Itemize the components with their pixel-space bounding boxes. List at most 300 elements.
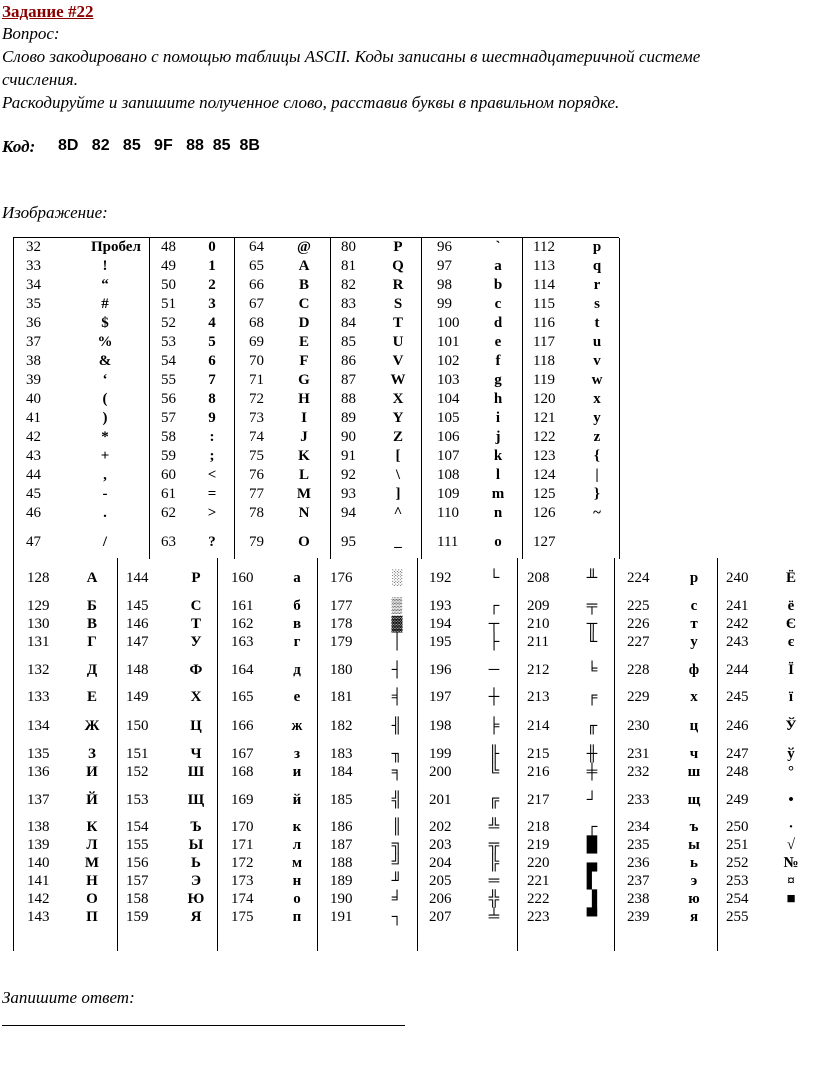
code-char: Ь	[191, 855, 201, 871]
code-number: 181	[330, 689, 353, 705]
code-char: k	[493, 448, 503, 464]
code-number: 110	[437, 505, 459, 521]
code-number: 187	[330, 837, 353, 853]
code-number: 175	[231, 909, 254, 925]
code-char: $	[101, 315, 109, 331]
code-char: Z	[392, 429, 403, 445]
code-number: 106	[437, 429, 460, 445]
code-number: 96	[437, 239, 452, 255]
code-char: ╫	[586, 746, 598, 762]
code-char: к	[292, 819, 302, 835]
code-char: ё	[787, 598, 795, 614]
code-number: 162	[231, 616, 254, 632]
code-number: 142	[27, 891, 50, 907]
code-number: 201	[429, 792, 452, 808]
code-number: 78	[249, 505, 264, 521]
code-char: Н	[86, 873, 98, 889]
code-char: 9	[208, 410, 216, 426]
code-char: y	[593, 410, 601, 426]
code-char: ?	[208, 534, 216, 550]
code-char: ╢	[391, 718, 403, 734]
code-number: 238	[627, 891, 650, 907]
code-char: (	[102, 391, 108, 407]
code-number: 138	[27, 819, 50, 835]
code-number: 94	[341, 505, 356, 521]
code-number: 148	[126, 662, 149, 678]
code-char: р	[689, 570, 699, 586]
code-char: I	[301, 410, 307, 426]
code-char: 5	[208, 334, 216, 350]
code-char: 1	[208, 258, 216, 274]
code-number: 252	[726, 855, 749, 871]
code-char: л	[292, 837, 302, 853]
code-number: 227	[627, 634, 650, 650]
code-char: b	[493, 277, 503, 293]
code-number: 225	[627, 598, 650, 614]
code-char: п	[292, 909, 302, 925]
table2-divider	[217, 558, 218, 951]
code-char: є	[787, 634, 795, 650]
code-char: e	[494, 334, 502, 350]
code-number: 196	[429, 662, 452, 678]
question-text-line3: Раскодируйте и запишите полученное слово, расставив буквы в правильном порядке.	[2, 93, 620, 112]
code-number: 131	[27, 634, 50, 650]
code-char: 2	[208, 277, 216, 293]
code-char: 3	[208, 296, 216, 312]
code-number: 240	[726, 570, 749, 586]
code-number: 180	[330, 662, 353, 678]
code-char: Y	[392, 410, 404, 426]
code-char: И	[86, 764, 98, 780]
code-char: Ж	[84, 718, 100, 734]
code-char: /	[102, 534, 108, 550]
code-char: J	[300, 429, 308, 445]
code-number: 204	[429, 855, 452, 871]
code-number: 35	[26, 296, 41, 312]
code-number: 237	[627, 873, 650, 889]
code-number: 90	[341, 429, 356, 445]
code-number: 165	[231, 689, 254, 705]
code-char: ╧	[488, 909, 500, 925]
code-char: Ў	[785, 718, 797, 734]
code-char: }	[594, 486, 600, 502]
code-char: ¤	[787, 873, 795, 889]
code-number: 37	[26, 334, 41, 350]
code-number: 157	[126, 873, 149, 889]
code-number: 84	[341, 315, 356, 331]
code-char: ‘	[102, 372, 108, 388]
code-number: 247	[726, 746, 749, 762]
code-number: 97	[437, 258, 452, 274]
code-number: 207	[429, 909, 452, 925]
code-number: 141	[27, 873, 50, 889]
code-values: 8D 82 85 9F 88 85 8B	[58, 137, 260, 154]
code-char: Р	[191, 570, 201, 586]
code-char: !	[102, 258, 108, 274]
code-number: 121	[533, 410, 556, 426]
code-char: j	[495, 429, 501, 445]
code-char: t	[594, 315, 600, 331]
code-number: 59	[161, 448, 176, 464]
code-number: 125	[533, 486, 556, 502]
code-number: 236	[627, 855, 650, 871]
code-char: ╓	[586, 718, 598, 734]
code-number: 176	[330, 570, 353, 586]
code-char: щ	[687, 792, 701, 808]
code-char: ╛	[391, 891, 403, 907]
code-number: 206	[429, 891, 452, 907]
code-char: c	[494, 296, 502, 312]
code-char: ч	[689, 746, 699, 762]
code-char: А	[86, 570, 98, 586]
code-char: ╡	[391, 689, 403, 705]
code-char: U	[392, 334, 404, 350]
answer-label: Запишите ответ:	[2, 988, 135, 1007]
code-number: 98	[437, 277, 452, 293]
code-char: о	[293, 891, 301, 907]
code-number: 166	[231, 718, 254, 734]
code-char: ;	[209, 448, 215, 464]
code-char: ║	[391, 819, 403, 835]
code-number: 221	[527, 873, 550, 889]
code-number: 81	[341, 258, 356, 274]
code-char: x	[593, 391, 601, 407]
code-char: ▌	[586, 873, 598, 889]
code-number: 75	[249, 448, 264, 464]
code-char: &	[98, 353, 112, 369]
code-number: 231	[627, 746, 650, 762]
code-number: 222	[527, 891, 550, 907]
code-number: 217	[527, 792, 550, 808]
code-number: 34	[26, 277, 41, 293]
code-char: г	[293, 634, 301, 650]
code-char: Ё	[785, 570, 796, 586]
code-char: О	[86, 891, 98, 907]
code-char: \	[395, 467, 401, 483]
code-number: 42	[26, 429, 41, 445]
code-char: ┘	[586, 792, 598, 808]
code-number: 149	[126, 689, 149, 705]
table1-divider	[522, 238, 523, 559]
code-number: 69	[249, 334, 264, 350]
code-number: 199	[429, 746, 452, 762]
code-char: W	[390, 372, 406, 388]
code-char: ╚	[488, 764, 500, 780]
code-char: <	[207, 467, 217, 483]
code-number: 171	[231, 837, 254, 853]
image-label: Изображение:	[2, 203, 108, 222]
code-char: у	[690, 634, 698, 650]
code-number: 244	[726, 662, 749, 678]
code-char: 6	[208, 353, 216, 369]
code-char: З	[88, 746, 96, 762]
code-number: 213	[527, 689, 550, 705]
code-char: g	[494, 372, 502, 388]
code-number: 159	[126, 909, 149, 925]
code-char: d	[493, 315, 503, 331]
code-number: 249	[726, 792, 749, 808]
code-char: S	[393, 296, 403, 312]
code-number: 74	[249, 429, 264, 445]
code-char: •	[788, 792, 794, 808]
code-char: n	[493, 505, 503, 521]
code-char: X	[392, 391, 404, 407]
code-char: ╜	[391, 873, 403, 889]
code-char: R	[392, 277, 404, 293]
code-char: ^	[393, 505, 403, 521]
code-number: 232	[627, 764, 650, 780]
code-number: 108	[437, 467, 460, 483]
code-number: 119	[533, 372, 555, 388]
code-char: ╝	[391, 855, 403, 871]
code-number: 32	[26, 239, 41, 255]
code-char: Э	[190, 873, 202, 889]
code-char: T	[392, 315, 403, 331]
code-char: ░	[391, 570, 403, 586]
code-number: 170	[231, 819, 254, 835]
code-char: а	[293, 570, 301, 586]
code-number: 61	[161, 486, 176, 502]
code-number: 197	[429, 689, 452, 705]
code-number: 140	[27, 855, 50, 871]
code-number: 241	[726, 598, 749, 614]
code-number: 113	[533, 258, 555, 274]
code-char: ■	[786, 891, 796, 907]
code-number: 79	[249, 534, 264, 550]
code-char: ╩	[488, 819, 500, 835]
code-number: 115	[533, 296, 555, 312]
code-number: 135	[27, 746, 50, 762]
code-char: i	[495, 410, 501, 426]
code-char: ╨	[586, 570, 598, 586]
code-char: з	[293, 746, 301, 762]
code-number: 82	[341, 277, 356, 293]
code-number: 89	[341, 410, 356, 426]
code-number: 245	[726, 689, 749, 705]
code-number: 214	[527, 718, 550, 734]
code-number: 129	[27, 598, 50, 614]
code-number: 117	[533, 334, 555, 350]
ascii-table	[13, 237, 619, 559]
code-number: 57	[161, 410, 176, 426]
code-label: Код:	[2, 137, 36, 156]
code-char: ╙	[586, 634, 598, 650]
code-char: Ф	[189, 662, 203, 678]
code-number: 134	[27, 718, 50, 734]
code-number: 49	[161, 258, 176, 274]
code-number: 53	[161, 334, 176, 350]
code-char: *	[101, 429, 109, 445]
code-number: 105	[437, 410, 460, 426]
code-char: -	[102, 486, 108, 502]
code-char: f	[495, 353, 501, 369]
code-number: 230	[627, 718, 650, 734]
code-number: 83	[341, 296, 356, 312]
table2-divider	[317, 558, 318, 951]
code-number: 215	[527, 746, 550, 762]
code-number: 33	[26, 258, 41, 274]
code-number: 87	[341, 372, 356, 388]
code-number: 229	[627, 689, 650, 705]
code-number: 116	[533, 315, 555, 331]
code-number: 243	[726, 634, 749, 650]
code-char: ]	[395, 486, 401, 502]
code-number: 203	[429, 837, 452, 853]
code-char: В	[86, 616, 97, 632]
code-char: Ъ	[190, 819, 202, 835]
code-number: 194	[429, 616, 452, 632]
code-number: 151	[126, 746, 149, 762]
code-char: Т	[190, 616, 201, 632]
code-char: ┐	[391, 909, 403, 925]
code-char: ─	[488, 662, 500, 678]
code-char: Е	[86, 689, 97, 705]
code-number: 172	[231, 855, 254, 871]
code-char: ┤	[391, 662, 403, 678]
code-number: 195	[429, 634, 452, 650]
code-number: 65	[249, 258, 264, 274]
code-number: 179	[330, 634, 353, 650]
code-char: ▀	[586, 909, 598, 925]
table2-divider	[517, 558, 518, 951]
code-char: #	[101, 296, 109, 312]
code-char: ╟	[488, 746, 500, 762]
code-number: 85	[341, 334, 356, 350]
code-number: 220	[527, 855, 550, 871]
code-char: Є	[785, 616, 797, 632]
code-char: ▄	[586, 855, 598, 871]
code-number: 218	[527, 819, 550, 835]
code-number: 156	[126, 855, 149, 871]
code-char: a	[494, 258, 502, 274]
code-number: 67	[249, 296, 264, 312]
code-number: 168	[231, 764, 254, 780]
code-char: ·	[788, 819, 794, 835]
code-char: @	[297, 239, 311, 255]
code-char: r	[593, 277, 601, 293]
code-number: 155	[126, 837, 149, 853]
code-char: 4	[208, 315, 216, 331]
code-char: ╘	[586, 662, 598, 678]
code-char: с	[690, 598, 698, 614]
question-text-line1: Слово закодировано с помощью таблицы ASCII. Коды записаны в шестнадцатеричной системе	[2, 47, 701, 66]
code-char: u	[592, 334, 602, 350]
code-number: 254	[726, 891, 749, 907]
code-number: 68	[249, 315, 264, 331]
code-number: 50	[161, 277, 176, 293]
code-number: 62	[161, 505, 176, 521]
code-char: ╕	[391, 764, 403, 780]
answer-line[interactable]	[2, 1025, 405, 1026]
code-char: ф	[688, 662, 700, 678]
code-char: х	[690, 689, 698, 705]
code-number: 124	[533, 467, 556, 483]
code-char: Щ	[187, 792, 205, 808]
code-char: l	[495, 467, 501, 483]
code-number: 43	[26, 448, 41, 464]
code-char: z	[593, 429, 601, 445]
code-char: H	[298, 391, 310, 407]
code-char: №	[783, 855, 799, 871]
code-char: %	[97, 334, 113, 350]
code-number: 198	[429, 718, 452, 734]
code-char: Й	[86, 792, 98, 808]
code-char: д	[293, 662, 301, 678]
code-char: ъ	[689, 819, 699, 835]
code-number: 72	[249, 391, 264, 407]
code-number: 143	[27, 909, 50, 925]
code-char: е	[293, 689, 301, 705]
code-number: 102	[437, 353, 460, 369]
code-char: F	[299, 353, 309, 369]
code-number: 200	[429, 764, 452, 780]
code-number: 109	[437, 486, 460, 502]
code-char: q	[592, 258, 602, 274]
code-number: 88	[341, 391, 356, 407]
code-number: 38	[26, 353, 41, 369]
code-number: 234	[627, 819, 650, 835]
code-number: 139	[27, 837, 50, 853]
code-char: │	[391, 634, 403, 650]
code-number: 51	[161, 296, 176, 312]
code-char: m	[491, 486, 505, 502]
code-char: ├	[488, 634, 500, 650]
code-number: 160	[231, 570, 254, 586]
code-char: √	[786, 837, 796, 853]
code-char: E	[298, 334, 309, 350]
code-number: 192	[429, 570, 452, 586]
code-char: М	[84, 855, 100, 871]
code-number: 80	[341, 239, 356, 255]
table2-divider	[614, 558, 615, 951]
code-char: >	[207, 505, 217, 521]
code-number: 184	[330, 764, 353, 780]
code-number: 71	[249, 372, 264, 388]
code-char: ╦	[488, 837, 500, 853]
code-char: ┌	[488, 598, 500, 614]
code-number: 103	[437, 372, 460, 388]
code-char: П	[86, 909, 98, 925]
code-number: 253	[726, 873, 749, 889]
code-number: 70	[249, 353, 264, 369]
code-number: 146	[126, 616, 149, 632]
code-char: .	[103, 505, 107, 521]
table2-divider	[417, 558, 418, 951]
code-char: Ч	[190, 746, 202, 762]
code-number: 104	[437, 391, 460, 407]
code-number: 233	[627, 792, 650, 808]
question-label: Вопрос:	[2, 24, 60, 43]
code-char: o	[494, 534, 502, 550]
code-number: 100	[437, 315, 460, 331]
code-char: =	[207, 486, 217, 502]
code-number: 193	[429, 598, 452, 614]
code-number: 223	[527, 909, 550, 925]
code-char: `	[495, 239, 501, 255]
code-number: 112	[533, 239, 555, 255]
code-number: 202	[429, 819, 452, 835]
code-number: 41	[26, 410, 41, 426]
question-text-line2: счисления.	[2, 70, 78, 89]
code-char: ў	[787, 746, 795, 762]
code-number: 111	[437, 534, 459, 550]
code-char: D	[298, 315, 310, 331]
code-number: 182	[330, 718, 353, 734]
code-number: 92	[341, 467, 356, 483]
code-char: ▐	[586, 891, 598, 907]
code-number: 235	[627, 837, 650, 853]
code-number: 58	[161, 429, 176, 445]
